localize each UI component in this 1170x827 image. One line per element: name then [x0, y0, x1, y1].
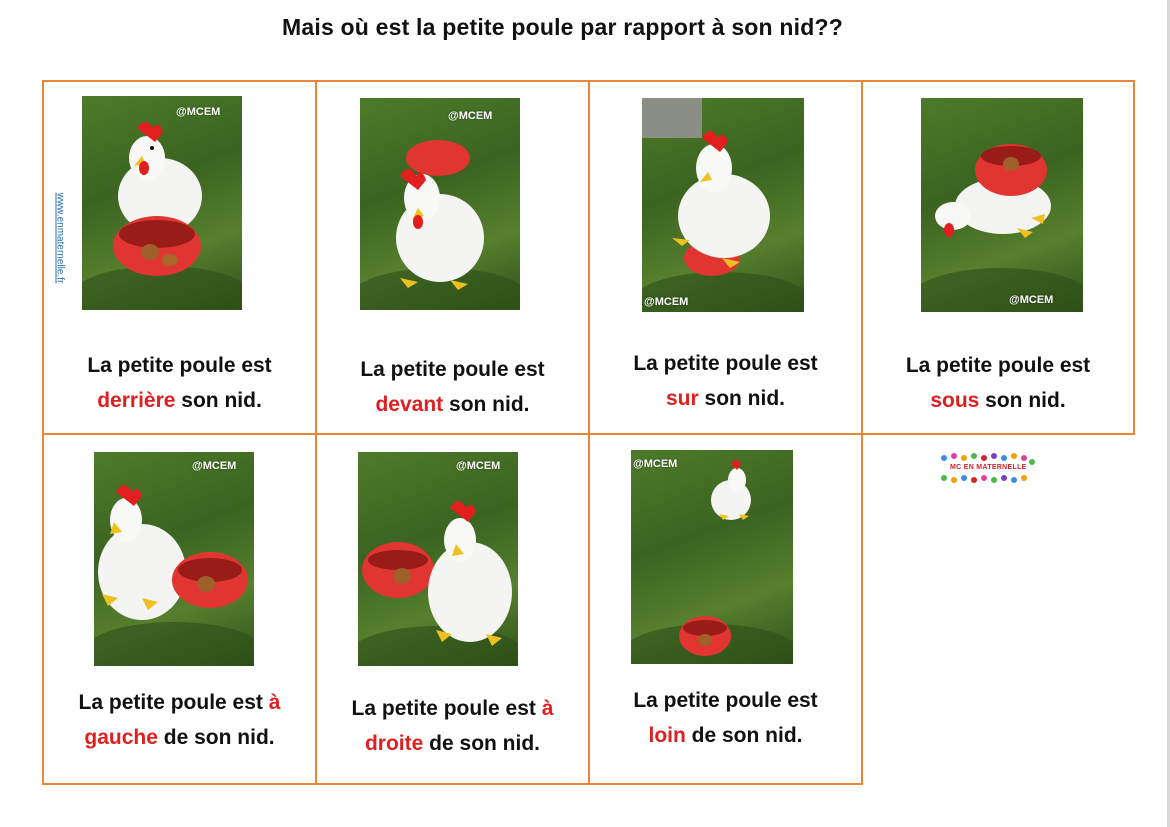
caption — [44, 348, 315, 418]
hen-photo-illustration — [82, 96, 242, 310]
caption-line1: La petite poule est à — [351, 697, 554, 720]
photo-hen-far-from-nest — [631, 450, 793, 664]
photo-hen-on-nest — [642, 98, 804, 312]
page-title: Mais où est la petite poule par rapport à son nid?? — [282, 14, 843, 40]
caption — [863, 348, 1133, 418]
keyword: à — [268, 691, 281, 714]
caption-line1: La petite poule est — [633, 352, 818, 375]
watermark: @MCEM — [1009, 294, 1054, 306]
hen-photo-illustration — [94, 452, 254, 666]
photo-hen-under-nest — [921, 98, 1083, 312]
caption-rest: de son nid. — [163, 726, 275, 749]
keyword-2: gauche — [84, 726, 158, 749]
caption-rest: son nid. — [181, 389, 262, 412]
caption-rest: son nid. — [704, 387, 786, 410]
caption-line2 — [590, 381, 861, 416]
watermark: @MCEM — [192, 460, 237, 472]
photo-hen-behind-nest — [82, 96, 242, 310]
keyword: derrière — [97, 389, 176, 412]
keyword: sur — [665, 387, 699, 410]
caption — [317, 352, 588, 422]
keyword: à — [541, 697, 554, 720]
caption-rest: de son nid. — [691, 724, 803, 747]
card-a-droite — [315, 433, 590, 785]
caption-rest: son nid. — [985, 389, 1066, 412]
keyword-2: droite — [364, 732, 424, 755]
caption — [317, 691, 588, 761]
caption-line1: La petite poule est — [360, 358, 545, 381]
card-derriere — [42, 80, 317, 435]
watermark: @MCEM — [644, 296, 689, 308]
caption — [590, 346, 861, 416]
card-loin — [588, 433, 863, 785]
mc-en-maternelle-logo — [938, 452, 1038, 486]
hen-photo-illustration — [642, 98, 804, 312]
site-link[interactable]: www.enmaternelle.fr — [54, 192, 66, 283]
caption-line2 — [863, 383, 1133, 418]
caption — [44, 685, 315, 755]
caption-line2 — [44, 720, 315, 755]
hen-photo-illustration — [358, 452, 518, 666]
logo-text: MC EN MATERNELLE — [950, 464, 1027, 471]
card-sur — [588, 80, 863, 435]
caption-line1: La petite poule est à — [78, 691, 281, 714]
caption-line2 — [317, 387, 588, 422]
caption-line1: La petite poule est — [905, 354, 1091, 377]
caption-line2 — [317, 726, 588, 761]
photo-hen-left-of-nest — [94, 452, 254, 666]
watermark: @MCEM — [633, 458, 678, 470]
keyword: loin — [648, 724, 686, 747]
hen-photo-illustration — [360, 98, 520, 310]
watermark: @MCEM — [456, 460, 501, 472]
card-devant — [315, 80, 590, 435]
hen-photo-illustration — [921, 98, 1083, 312]
caption-line1: La petite poule est — [87, 354, 272, 377]
caption-rest: son nid. — [449, 393, 530, 416]
hen-photo-illustration — [631, 450, 793, 664]
photo-hen-right-of-nest — [358, 452, 518, 666]
caption-line2 — [44, 383, 315, 418]
watermark: @MCEM — [448, 110, 493, 122]
keyword: sous — [930, 389, 980, 412]
caption-line1: La petite poule est — [633, 689, 818, 712]
keyword: devant — [375, 393, 444, 416]
watermark: @MCEM — [176, 106, 221, 118]
caption-rest: de son nid. — [429, 732, 541, 755]
card-a-gauche — [42, 433, 317, 785]
card-sous — [861, 80, 1135, 435]
photo-hen-in-front-of-nest — [360, 98, 520, 310]
caption-line2 — [590, 718, 861, 753]
caption — [590, 683, 861, 753]
